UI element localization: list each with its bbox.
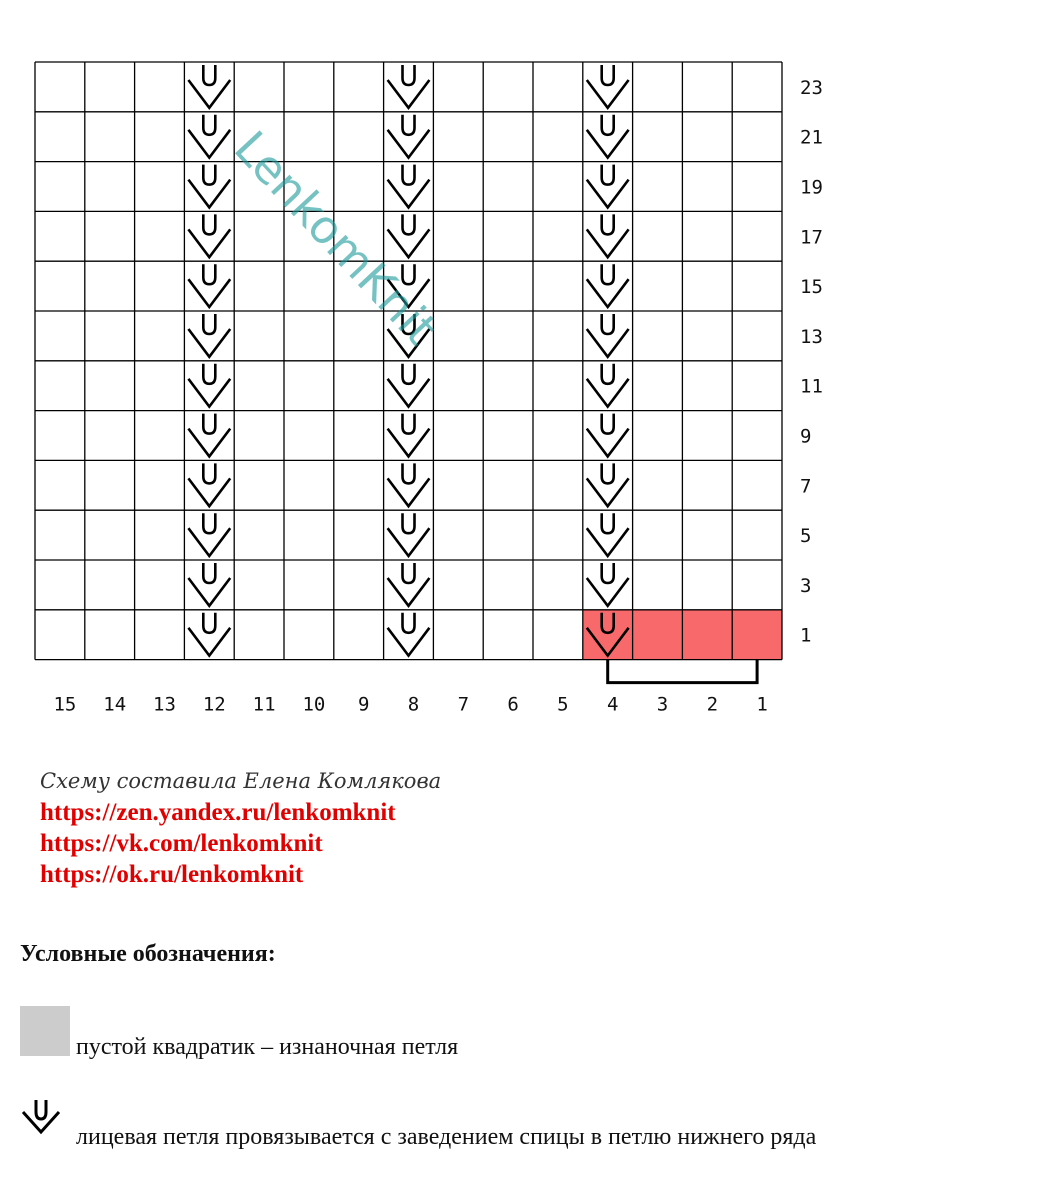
column-label: 14 — [103, 693, 127, 716]
row-label: 17 — [800, 226, 823, 249]
row-label: 3 — [800, 574, 812, 597]
column-label: 11 — [252, 693, 276, 716]
column-label: 4 — [606, 693, 619, 716]
column-label: 12 — [202, 693, 226, 716]
row-label: 15 — [800, 276, 823, 299]
knit-below-icon — [188, 513, 230, 556]
row-label: 1 — [800, 624, 812, 647]
column-label: 9 — [357, 693, 370, 716]
legend-knit-text: лицевая петля провязывается с заведением спицы в петлю нижнего ряда — [76, 1124, 817, 1150]
link-vk[interactable]: https://vk.com/lenkomknit — [40, 830, 323, 857]
column-labels — [53, 694, 767, 716]
row-labels — [800, 77, 823, 647]
knit-below-icon — [388, 513, 430, 556]
column-label: 10 — [302, 693, 326, 716]
knit-below-icon — [188, 613, 230, 656]
row-label: 23 — [800, 76, 823, 99]
row-label: 21 — [800, 126, 823, 149]
row-label: 9 — [800, 425, 812, 448]
row-label: 5 — [800, 525, 812, 548]
knit-below-icon — [587, 65, 629, 108]
knit-below-icon — [388, 165, 430, 208]
legend-title: Условные обозначения: — [20, 941, 276, 967]
knit-below-icon — [587, 414, 629, 457]
watermark: LenkomKnit — [223, 120, 448, 356]
row-label: 7 — [800, 475, 812, 498]
knit-below-icon — [188, 364, 230, 407]
knit-below-icon — [188, 563, 230, 606]
knit-below-icon — [188, 165, 230, 208]
knit-below-icon — [188, 214, 230, 257]
column-label: 8 — [407, 693, 420, 716]
link-zen[interactable]: https://zen.yandex.ru/lenkomknit — [40, 799, 396, 826]
column-label: 13 — [153, 693, 176, 716]
knit-below-icon — [587, 513, 629, 556]
knit-below-icon — [388, 115, 430, 158]
row-label: 19 — [800, 176, 823, 199]
knit-below-icon — [188, 115, 230, 158]
knit-below-icon — [587, 364, 629, 407]
knit-below-icon — [388, 214, 430, 257]
column-label: 7 — [457, 693, 470, 716]
knit-below-icon — [587, 165, 629, 208]
knit-below-icon — [388, 414, 430, 457]
column-label: 15 — [53, 693, 77, 716]
knit-below-icon — [20, 1098, 64, 1136]
legend-purl-text: пустой квадратик – изнаночная петля — [76, 1034, 459, 1060]
knit-below-icon — [388, 463, 430, 506]
repeat-bracket-line — [608, 660, 757, 683]
repeat-bracket — [608, 660, 757, 683]
knit-below-icon — [388, 613, 430, 656]
credits — [40, 766, 441, 890]
knit-below-icon — [188, 463, 230, 506]
knit-below-icon — [388, 563, 430, 606]
row-label: 11 — [800, 375, 823, 398]
column-label: 1 — [756, 693, 768, 716]
knit-below-icon — [587, 264, 629, 307]
knit-below-icon — [188, 414, 230, 457]
knit-below-icon — [388, 65, 430, 108]
column-label: 2 — [706, 693, 719, 716]
column-label: 6 — [507, 693, 519, 716]
knit-below-icon — [388, 364, 430, 407]
knit-below-icon — [188, 65, 230, 108]
column-label: 5 — [557, 693, 569, 716]
empty-square-icon — [20, 1006, 70, 1056]
knit-below-icon — [587, 314, 629, 357]
knit-below-icon — [188, 314, 230, 357]
link-ok[interactable]: https://ok.ru/lenkomknit — [40, 861, 304, 888]
author-credit: Схему составила Елена Комлякова — [40, 769, 442, 793]
row-label: 13 — [800, 325, 823, 348]
knit-below-icon — [587, 214, 629, 257]
knit-below-icon — [188, 264, 230, 307]
column-label: 3 — [656, 693, 669, 716]
knit-below-icon — [587, 563, 629, 606]
knit-below-icon — [587, 115, 629, 158]
knit-below-icon — [587, 463, 629, 506]
chart-grid — [35, 62, 782, 660]
